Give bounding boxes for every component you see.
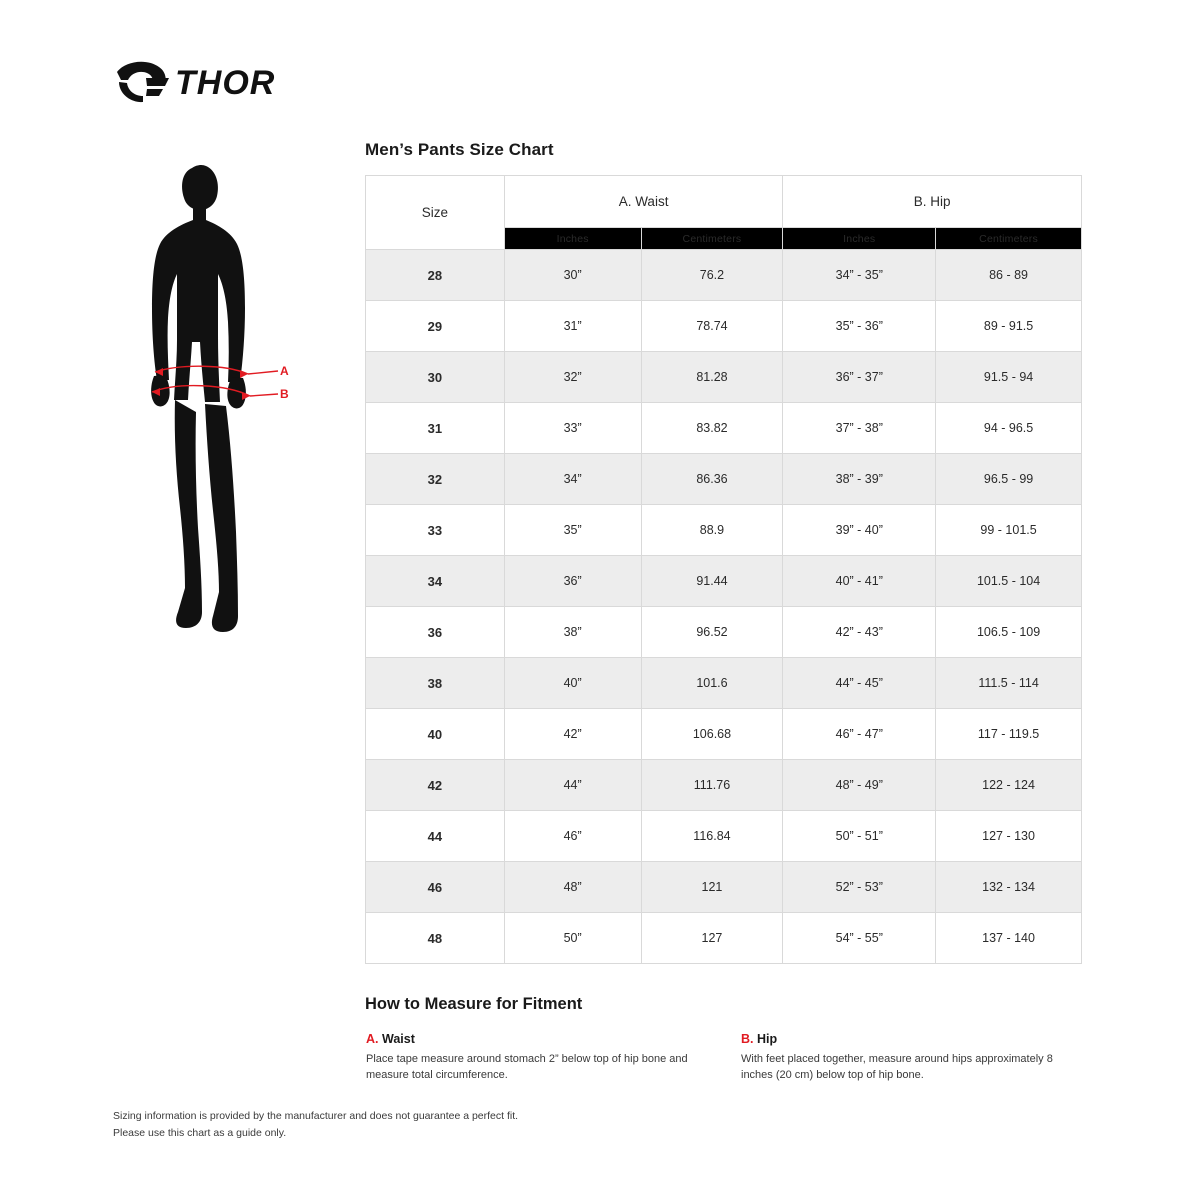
- cell-size: 36: [366, 607, 505, 658]
- cell-waist-centimeters: 101.6: [641, 658, 783, 709]
- table-row: [366, 301, 1082, 352]
- cell-size: 31: [366, 403, 505, 454]
- size-chart-table: [365, 175, 1082, 964]
- cell-waist-centimeters: 121: [641, 862, 783, 913]
- cell-size: 44: [366, 811, 505, 862]
- howto-waist-marker: A.: [366, 1032, 379, 1046]
- cell-waist-inches: 35”: [504, 505, 641, 556]
- cell-hip-inches: 46” - 47”: [783, 709, 936, 760]
- cell-waist-inches: 31”: [504, 301, 641, 352]
- cell-hip-centimeters: 89 - 91.5: [936, 301, 1082, 352]
- cell-size: 30: [366, 352, 505, 403]
- cell-hip-centimeters: 117 - 119.5: [936, 709, 1082, 760]
- cell-size: 46: [366, 862, 505, 913]
- cell-waist-inches: 36”: [504, 556, 641, 607]
- cell-hip-centimeters: 132 - 134: [936, 862, 1082, 913]
- subheader-waist-inches: Inches: [504, 228, 641, 250]
- cell-hip-centimeters: 137 - 140: [936, 913, 1082, 964]
- cell-size: 40: [366, 709, 505, 760]
- cell-waist-centimeters: 116.84: [641, 811, 783, 862]
- cell-waist-centimeters: 127: [641, 913, 783, 964]
- table-row: [366, 403, 1082, 454]
- marker-label-b: B: [280, 387, 289, 401]
- cell-hip-centimeters: 122 - 124: [936, 760, 1082, 811]
- subheader-waist-centimeters: Centimeters: [641, 228, 783, 250]
- table-body: [366, 250, 1082, 964]
- cell-size: 38: [366, 658, 505, 709]
- cell-waist-inches: 34”: [504, 454, 641, 505]
- table-row: [366, 454, 1082, 505]
- cell-waist-centimeters: 78.74: [641, 301, 783, 352]
- table-row: [366, 862, 1082, 913]
- cell-hip-centimeters: 127 - 130: [936, 811, 1082, 862]
- cell-waist-inches: 48”: [504, 862, 641, 913]
- cell-waist-centimeters: 83.82: [641, 403, 783, 454]
- header-waist-group: A. Waist: [504, 176, 783, 228]
- table-row: [366, 250, 1082, 301]
- howto-title: How to Measure for Fitment: [365, 995, 583, 1013]
- thor-brand-logo: [113, 58, 288, 110]
- cell-hip-inches: 48” - 49”: [783, 760, 936, 811]
- table-row: [366, 760, 1082, 811]
- cell-waist-centimeters: 88.9: [641, 505, 783, 556]
- cell-hip-centimeters: 99 - 101.5: [936, 505, 1082, 556]
- cell-hip-centimeters: 101.5 - 104: [936, 556, 1082, 607]
- header-hip-group: B. Hip: [783, 176, 1082, 228]
- table-row: [366, 505, 1082, 556]
- howto-hip-heading: [741, 1032, 1071, 1046]
- cell-size: 42: [366, 760, 505, 811]
- howto-hip-text: With feet placed together, measure around hips approximately 8 inches (20 cm) below top of hip bone.: [741, 1053, 1053, 1081]
- cell-waist-inches: 32”: [504, 352, 641, 403]
- footnote-line-2: Please use this chart as a guide only.: [113, 1127, 287, 1140]
- cell-hip-inches: 38” - 39”: [783, 454, 936, 505]
- footnote-line-1: Sizing information is provided by the manufacturer and does not guarantee a perfect fit.: [113, 1110, 519, 1122]
- cell-hip-inches: 52” - 53”: [783, 862, 936, 913]
- cell-waist-centimeters: 86.36: [641, 454, 783, 505]
- cell-size: 28: [366, 250, 505, 301]
- howto-hip-marker: B.: [741, 1032, 754, 1046]
- cell-waist-inches: 44”: [504, 760, 641, 811]
- cell-hip-centimeters: 86 - 89: [936, 250, 1082, 301]
- cell-size: 34: [366, 556, 505, 607]
- cell-waist-inches: 46”: [504, 811, 641, 862]
- cell-hip-inches: 44” - 45”: [783, 658, 936, 709]
- subheader-hip-inches: Inches: [783, 228, 936, 250]
- cell-hip-centimeters: 96.5 - 99: [936, 454, 1082, 505]
- cell-hip-inches: 36” - 37”: [783, 352, 936, 403]
- table-row: [366, 352, 1082, 403]
- cell-size: 29: [366, 301, 505, 352]
- table-row: [366, 811, 1082, 862]
- marker-label-a: A: [280, 364, 289, 378]
- cell-waist-inches: 50”: [504, 913, 641, 964]
- cell-size: 32: [366, 454, 505, 505]
- cell-waist-centimeters: 91.44: [641, 556, 783, 607]
- cell-waist-centimeters: 106.68: [641, 709, 783, 760]
- howto-waist-name: Waist: [381, 1032, 415, 1046]
- cell-waist-centimeters: 111.76: [641, 760, 783, 811]
- cell-waist-centimeters: 96.52: [641, 607, 783, 658]
- cell-hip-inches: 34” - 35”: [783, 250, 936, 301]
- cell-hip-inches: 35” - 36”: [783, 301, 936, 352]
- cell-hip-inches: 37” - 38”: [783, 403, 936, 454]
- table-row: [366, 556, 1082, 607]
- howto-hip-name: Hip: [756, 1032, 778, 1046]
- cell-waist-inches: 40”: [504, 658, 641, 709]
- table-header-group-row: [366, 176, 1082, 228]
- cell-hip-centimeters: 106.5 - 109: [936, 607, 1082, 658]
- page-title: Men’s Pants Size Chart: [365, 140, 554, 159]
- table-row: [366, 658, 1082, 709]
- cell-hip-inches: 40” - 41”: [783, 556, 936, 607]
- cell-waist-centimeters: 76.2: [641, 250, 783, 301]
- body-measurement-figure: [130, 160, 330, 660]
- cell-hip-inches: 50” - 51”: [783, 811, 936, 862]
- cell-waist-inches: 30”: [504, 250, 641, 301]
- howto-waist-heading: [366, 1032, 696, 1046]
- cell-size: 48: [366, 913, 505, 964]
- cell-hip-inches: 54” - 55”: [783, 913, 936, 964]
- header-size: Size: [366, 176, 505, 250]
- howto-item-hip: [741, 1032, 1071, 1084]
- cell-waist-centimeters: 81.28: [641, 352, 783, 403]
- svg-text:THOR: THOR: [175, 64, 276, 102]
- subheader-hip-centimeters: Centimeters: [936, 228, 1082, 250]
- cell-waist-inches: 33”: [504, 403, 641, 454]
- cell-waist-inches: 38”: [504, 607, 641, 658]
- cell-size: 33: [366, 505, 505, 556]
- cell-hip-inches: 39” - 40”: [783, 505, 936, 556]
- cell-hip-inches: 42” - 43”: [783, 607, 936, 658]
- disclaimer-footnote: [113, 1108, 518, 1143]
- table-row: [366, 709, 1082, 760]
- howto-waist-text: Place tape measure around stomach 2” below top of hip bone and measure total circumference.: [366, 1053, 688, 1081]
- table-row: [366, 607, 1082, 658]
- howto-item-waist: [366, 1032, 696, 1084]
- cell-hip-centimeters: 94 - 96.5: [936, 403, 1082, 454]
- cell-hip-centimeters: 111.5 - 114: [936, 658, 1082, 709]
- table-row: [366, 913, 1082, 964]
- male-body-silhouette: [151, 165, 246, 632]
- cell-waist-inches: 42”: [504, 709, 641, 760]
- cell-hip-centimeters: 91.5 - 94: [936, 352, 1082, 403]
